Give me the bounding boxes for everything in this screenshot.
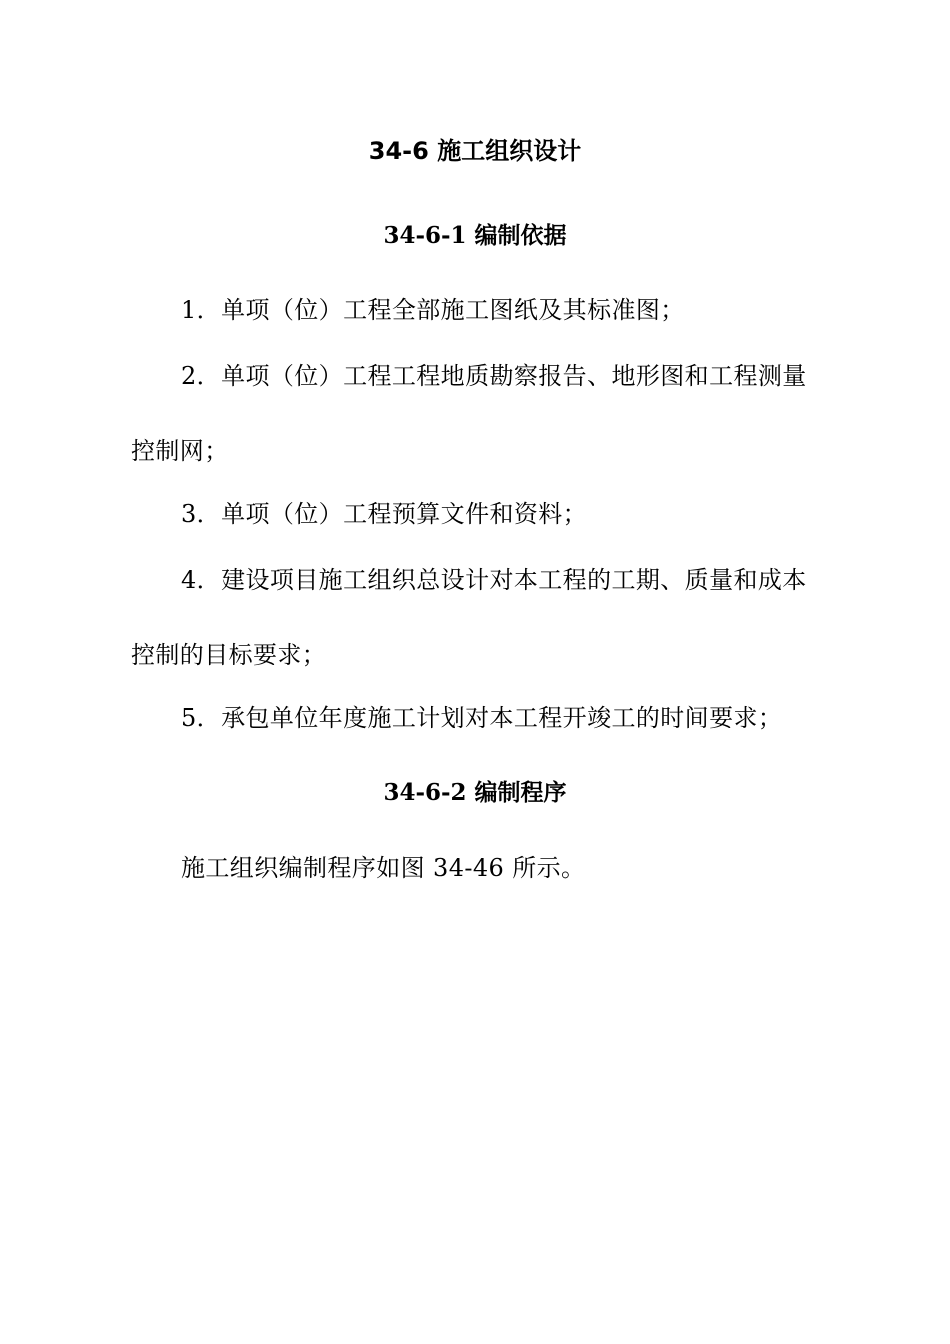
list-item-2: 2．单项（位）工程工程地质勘察报告、地形图和工程测量 [181, 362, 807, 390]
list-item-2-continuation: 控制网； [131, 437, 229, 465]
document-title: 34-6 施工组织设计 [368, 137, 582, 165]
list-item-3: 3．单项（位）工程预算文件和资料； [181, 500, 588, 528]
list-item-4: 4．建设项目施工组织总设计对本工程的工期、质量和成本 [181, 566, 807, 594]
procedure-paragraph: 施工组织编制程序如图 34-46 所示。 [181, 854, 586, 882]
list-item-1: 1．单项（位）工程全部施工图纸及其标准图； [181, 296, 685, 324]
list-item-4-continuation: 控制的目标要求； [131, 641, 327, 669]
section-heading-procedure: 34-6-2 编制程序 [383, 779, 567, 806]
list-item-5: 5．承包单位年度施工计划对本工程开竣工的时间要求； [181, 704, 783, 732]
section-heading-basis: 34-6-1 编制依据 [383, 222, 567, 249]
